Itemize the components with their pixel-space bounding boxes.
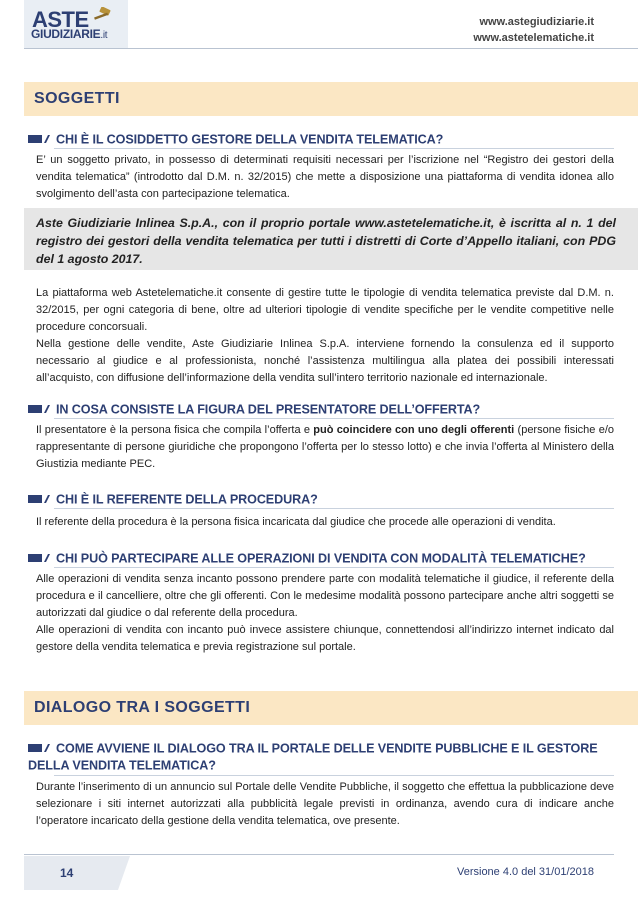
logo-text-aste: ASTE [32,7,89,32]
heading-marker-icon [28,743,52,753]
paragraph: Durante l’inserimento di un annuncio sul Portale delle Vendite Pubbliche, il soggetto che effettua la pubblicazione deve selezionare i siti internet autorizzati alla pubblicità legale previsti in ordinanza, avendo cura di indicare anche l’operatore incaricato della gestione della vendita telematica, ove presente. [36,781,614,827]
paragraph: Alle operazioni di vendita senza incanto possono prendere parte con modalità telematiche il giudice, il referente della procedura e il cancelliere, oltre che gli offerenti. Con le medesime modalità possono partecipare anche altri soggetti se autorizzati dal giudice o dal referente della procedura. [36,573,614,619]
heading-underline [54,418,614,419]
section-title: SOGGETTI [34,90,120,107]
question-heading-presentatore: IN COSA CONSISTE LA FIGURA DEL PRESENTATORE DELL’OFFERTA? [28,401,480,418]
paragraph: Il presentatore è la persona fisica che compila l’offerta e può coincidere con uno degli offerenti (persone fisiche e/o rappresentante di persone giuridiche che propongono l’offerta per lo stesso lotto) e che invia l’offerta al Ministero della Giustizia mediante PEC. [36,424,614,470]
paragraph: E’ un soggetto privato, in possesso di determinati requisiti necessari per l’iscrizione nel “Registro dei gestori della vendita telematica” (introdotto dal D.M. n. 32/2015) che mette a disposizione una piattaforma di vendita idonea allo svolgimento dell’asta con partecipazione telematica. [36,154,614,200]
url-astegiudiziarie[interactable]: www.astegiudiziarie.it [479,16,594,28]
question-heading-gestore: CHI È IL COSIDDETTO GESTORE DELLA VENDITA TELEMATICA? [28,131,443,148]
paragraph: Nella gestione delle vendite, Aste Giudiziarie Inlinea S.p.A. interviene fornendo la consulenza ed il supporto necessario al giudice e al professionista, nonché l’assistenza multilingua alla platea dei possibili interessati all’acquisto, con diffusione dell’informazione della vendita sull’intero territorio nazionale ed internazionale. [36,338,614,384]
highlight-text: Aste Giudiziarie Inlinea S.p.A., con il proprio portale www.astetelematiche.it, è iscritta al n. 1 del registro dei gestori della vendita telematica per tutti i distretti di Corte d’Appello italiani, con PDG del 1 agosto 2017. [36,216,616,266]
question-heading-partecipare: CHI PUÒ PARTECIPARE ALLE OPERAZIONI DI VENDITA CON MODALITÀ TELEMATICHE? [28,550,586,567]
page-number-tab [24,856,130,890]
heading-underline [54,508,614,509]
question-heading-dialogo: COME AVVIENE IL DIALOGO TRA IL PORTALE DELLE VENDITE PUBBLICHE E IL GESTORE DELLA VENDITA TELEMATICA? [28,741,598,773]
gavel-icon [92,7,114,25]
heading-marker-icon [28,134,52,144]
header-divider [24,48,638,49]
paragraph: La piattaforma web Astetelematiche.it consente di gestire tutte le tipologie di vendita telematica previste dal D.M. n. 32/2015, per ogni categoria di bene, oltre ad ulteriori tipologie di vendite specifiche per le vendite competitive nelle procedure concorsuali. [36,287,614,333]
url-astetelematiche[interactable]: www.astetelematiche.it [473,32,594,44]
paragraph: Alle operazioni di vendita con incanto può invece assistere chiunque, connettendosi all’indirizzo internet indicato dal gestore della vendita telematica e previa registrazione sul portale. [36,624,614,653]
page-number: 14 [60,866,74,880]
heading-underline [54,775,614,776]
footer-divider [24,854,614,855]
heading-marker-icon [28,553,52,563]
logo-text-giudiziarie: GIUDIZIARIE.it [31,27,108,41]
heading-underline [54,567,614,568]
version-label: Versione 4.0 del 31/01/2018 [456,866,594,878]
section-bar-soggetti [24,82,638,116]
question-heading-referente: CHI È IL REFERENTE DELLA PROCEDURA? [28,491,318,508]
heading-underline [54,148,614,149]
section-bar-dialogo [24,691,638,725]
heading-marker-icon [28,404,52,414]
header-urls [473,14,594,46]
paragraph: Il referente della procedura è la persona fisica incaricata dal giudice che procede alle operazioni di vendita. [36,516,556,528]
section-title: DIALOGO TRA I SOGGETTI [34,699,251,716]
bold-phrase: può coincidere con uno degli offerenti [313,424,515,436]
heading-marker-icon [28,494,52,504]
